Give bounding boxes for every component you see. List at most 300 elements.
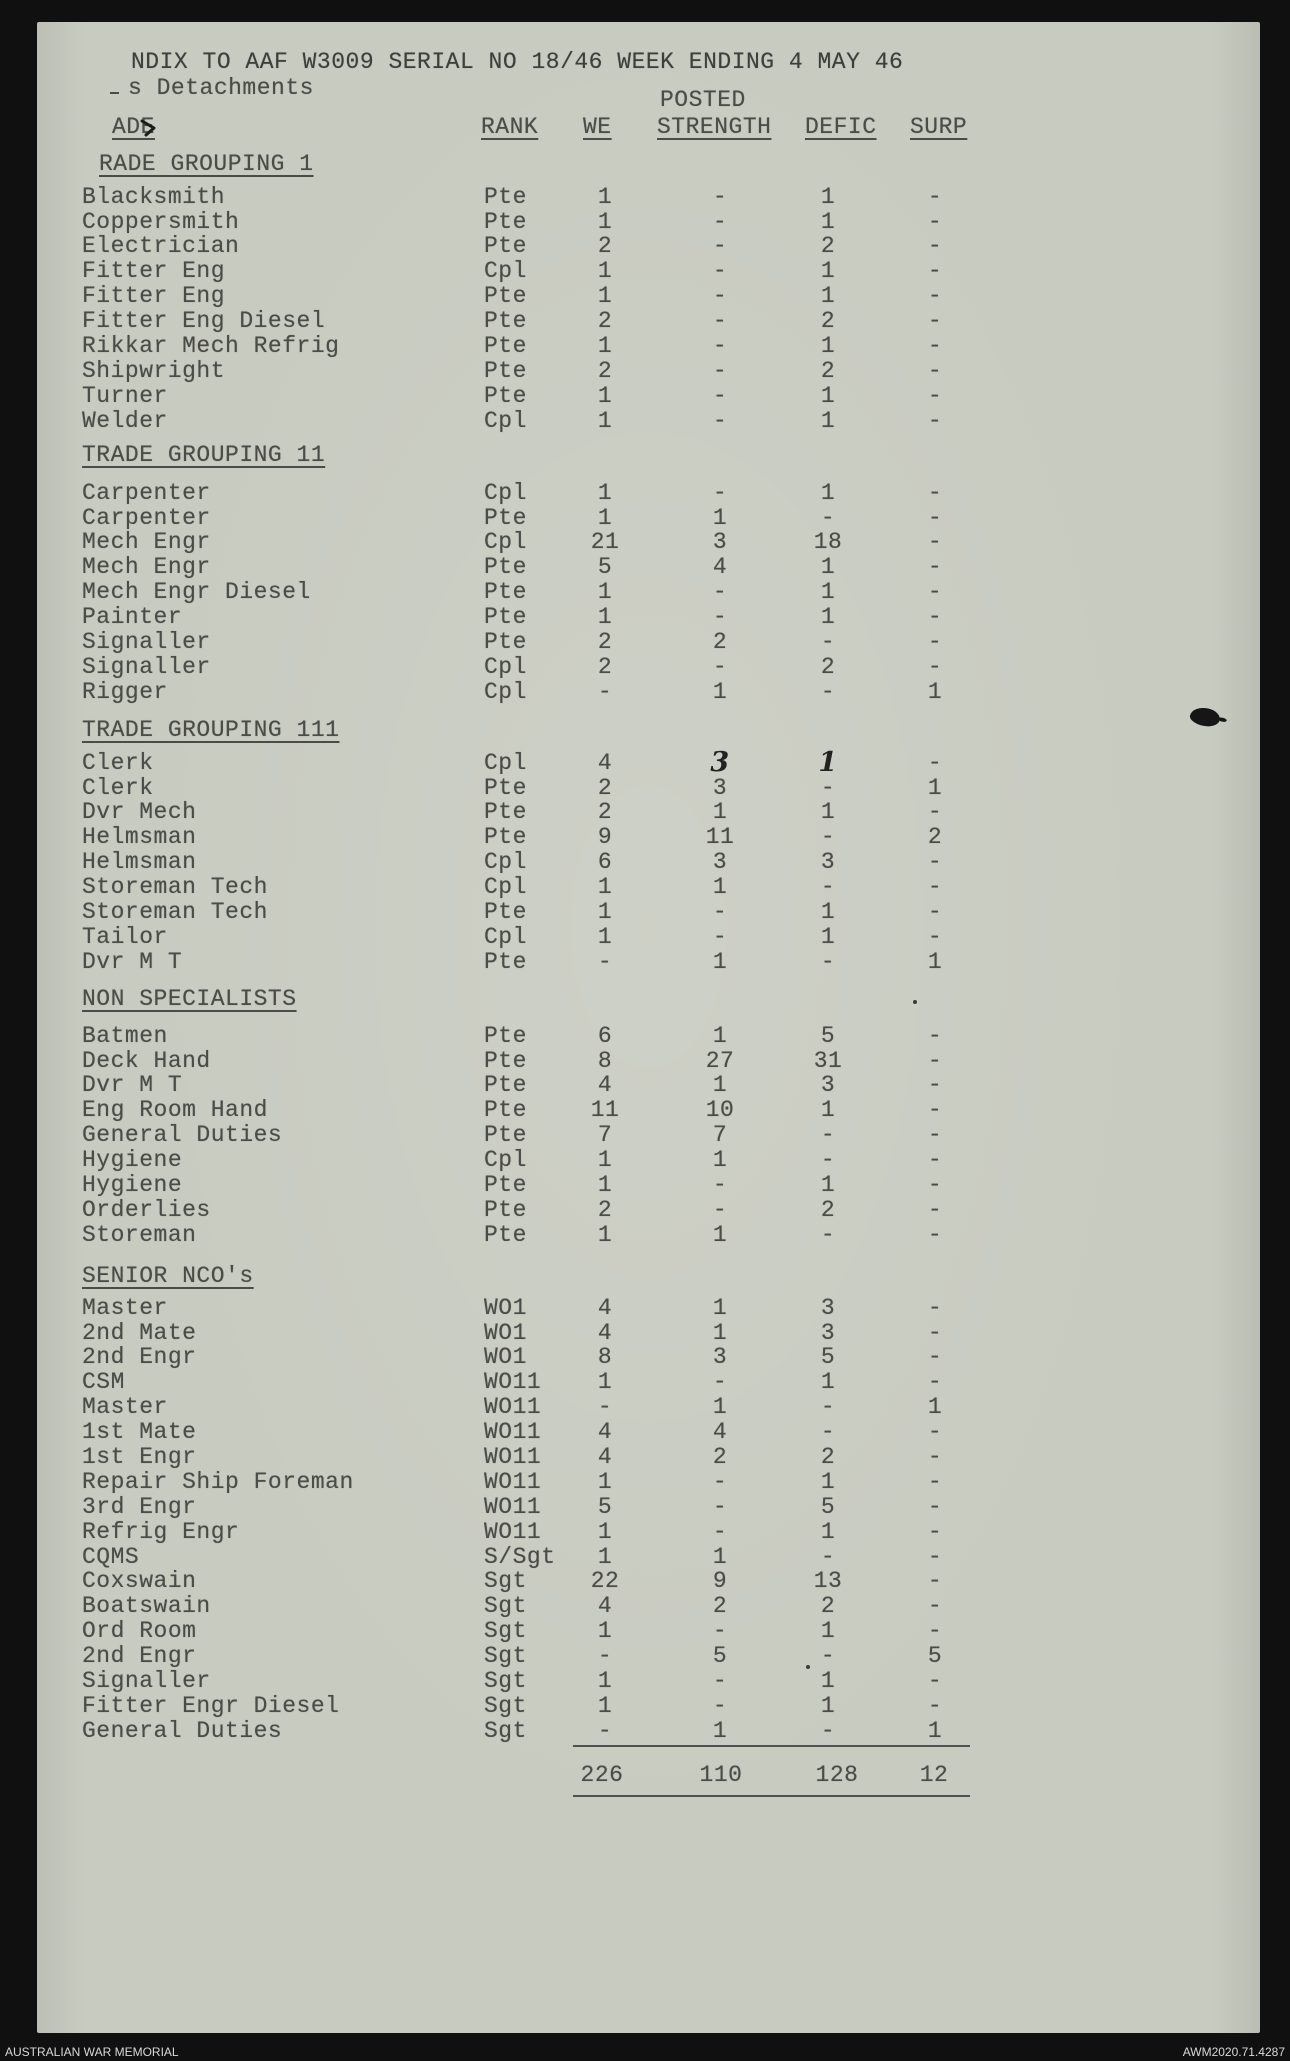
defic-cell: -: [820, 1543, 836, 1570]
section-rows: [0, 1296, 1290, 1744]
we-cell: 1: [597, 479, 613, 506]
rank-cell: Cpl: [484, 849, 527, 876]
column-header-we: WE: [583, 114, 612, 140]
surp-cell: -: [927, 1022, 943, 1049]
section-heading-row: [0, 718, 1290, 743]
defic-cell: -: [820, 1717, 836, 1744]
defic-cell: 3: [820, 1294, 836, 1321]
defic-cell: 2: [820, 653, 836, 680]
defic-cell: -: [820, 824, 836, 851]
posted-strength-cell: -: [712, 1369, 728, 1396]
we-cell: 5: [597, 1493, 613, 1520]
posted-strength-cell: -: [712, 258, 728, 285]
surp-cell: -: [927, 1047, 943, 1074]
rank-cell: WO11: [484, 1493, 542, 1520]
section-3: [0, 987, 1290, 1248]
table-row: [0, 1345, 1290, 1370]
posted-strength-cell: -: [712, 183, 728, 210]
we-cell: 1: [597, 579, 613, 606]
trade-cell: Shipwright: [82, 357, 226, 384]
rank-cell: Sgt: [484, 1593, 527, 1620]
surp-cell: -: [927, 1097, 943, 1124]
we-cell: 5: [597, 554, 613, 581]
table-row: [0, 580, 1290, 605]
we-cell: 2: [597, 1196, 613, 1223]
trade-cell: 1st Mate: [82, 1419, 197, 1446]
table-row: [0, 1123, 1290, 1148]
section-heading: SENIOR NCO's: [82, 1262, 254, 1289]
table-row: [0, 1024, 1290, 1049]
trade-cell: General Duties: [82, 1717, 283, 1744]
trade-cell: Electrician: [82, 233, 240, 260]
trade-cell: Fitter Eng Diesel: [82, 308, 326, 335]
surp-cell: -: [927, 554, 943, 581]
trade-cell: Dvr Mech: [82, 799, 197, 826]
posted-strength-cell: -: [712, 407, 728, 434]
defic-cell: -: [820, 1419, 836, 1446]
defic-cell: 1: [820, 1518, 836, 1545]
surp-cell: -: [927, 183, 943, 210]
section-rows: [0, 1024, 1290, 1248]
table-row: [0, 605, 1290, 630]
table-row: [0, 384, 1290, 409]
defic-cell: 1: [820, 799, 836, 826]
table-row: [0, 655, 1290, 680]
surp-cell: -: [927, 899, 943, 926]
table-row: [0, 1223, 1290, 1248]
rank-cell: Pte: [484, 604, 527, 631]
table-row: [0, 334, 1290, 359]
table-row: [0, 1470, 1290, 1495]
we-cell: 4: [597, 1419, 613, 1446]
defic-cell: 5: [820, 1022, 836, 1049]
we-cell: 1: [597, 1692, 613, 1719]
we-cell: 1: [597, 183, 613, 210]
we-cell: 1: [597, 1668, 613, 1695]
table-row: [0, 506, 1290, 531]
rank-cell: WO1: [484, 1294, 527, 1321]
table-row: [0, 1296, 1290, 1321]
defic-cell: 1: [820, 183, 836, 210]
column-header-strength: STRENGTH: [657, 114, 772, 140]
posted-strength-cell: -: [712, 382, 728, 409]
rank-cell: WO11: [484, 1444, 542, 1471]
totals-rule-bottom: [573, 1795, 970, 1797]
table-row: [0, 1148, 1290, 1173]
rank-cell: Pte: [484, 208, 527, 235]
surp-cell: -: [927, 333, 943, 360]
table-row: [0, 680, 1290, 705]
defic-cell: 18: [813, 529, 843, 556]
rank-cell: Pte: [484, 824, 527, 851]
defic-cell: 1: [820, 283, 836, 310]
surp-cell: 2: [927, 824, 943, 851]
table-row: [0, 776, 1290, 801]
surp-cell: -: [927, 1344, 943, 1371]
rank-cell: Cpl: [484, 678, 527, 705]
trade-cell: Hygiene: [82, 1147, 183, 1174]
table-row: [0, 746, 1290, 778]
column-header-posted: POSTED: [660, 87, 746, 113]
trade-cell: Mech Engr: [82, 554, 211, 581]
section-0: [0, 152, 1290, 434]
posted-strength-cell: -: [712, 579, 728, 606]
posted-strength-cell: -: [712, 1692, 728, 1719]
we-cell: 1: [597, 283, 613, 310]
section-heading-row: [0, 152, 1290, 177]
posted-strength-cell: 2: [712, 1444, 728, 1471]
we-cell: 22: [590, 1568, 620, 1595]
surp-cell: 1: [927, 948, 943, 975]
table-row: [0, 1719, 1290, 1744]
posted-strength-cell: 1: [712, 799, 728, 826]
posted-strength-cell: 27: [705, 1047, 735, 1074]
surp-cell: -: [927, 529, 943, 556]
rank-cell: Pte: [484, 799, 527, 826]
defic-cell: 1: [820, 258, 836, 285]
rank-cell: Pte: [484, 333, 527, 360]
trade-cell: Rigger: [82, 678, 168, 705]
column-header-appt: ADE: [112, 114, 155, 140]
table-row: [0, 1049, 1290, 1074]
ink-speck: [913, 1000, 917, 1004]
table-row: [0, 1098, 1290, 1123]
rank-cell: Pte: [484, 579, 527, 606]
posted-strength-cell: -: [712, 1618, 728, 1645]
pen-mark-icon: [140, 118, 166, 138]
defic-cell: 1: [820, 923, 836, 950]
section-heading-row: [0, 1264, 1290, 1289]
ink-speck: [806, 1665, 810, 1669]
total-we: 226: [580, 1761, 624, 1788]
table-row: [0, 630, 1290, 655]
defic-cell: 3: [820, 1072, 836, 1099]
trade-cell: Master: [82, 1394, 168, 1421]
we-cell: 1: [597, 333, 613, 360]
defic-cell: 1: [820, 1468, 836, 1495]
trade-cell: General Duties: [82, 1122, 283, 1149]
posted-strength-cell: 4: [712, 1419, 728, 1446]
rank-cell: Sgt: [484, 1668, 527, 1695]
rank-cell: Cpl: [484, 258, 527, 285]
we-cell: 2: [597, 233, 613, 260]
table-row: [0, 1370, 1290, 1395]
table-row: [0, 210, 1290, 235]
posted-strength-cell: -: [712, 1172, 728, 1199]
posted-strength-cell: 11: [705, 824, 735, 851]
table-row: [0, 1073, 1290, 1098]
we-cell: 1: [597, 1221, 613, 1248]
defic-cell: -: [820, 1147, 836, 1174]
surp-cell: -: [927, 1419, 943, 1446]
defic-cell: -: [820, 1394, 836, 1421]
rank-cell: Pte: [484, 629, 527, 656]
surp-cell: -: [927, 604, 943, 631]
rank-cell: Cpl: [484, 1147, 527, 1174]
surp-cell: -: [927, 653, 943, 680]
posted-strength-cell: -: [712, 1668, 728, 1695]
surp-cell: 1: [927, 774, 943, 801]
we-cell: 1: [597, 1618, 613, 1645]
defic-cell: 1: [820, 554, 836, 581]
trade-cell: Blacksmith: [82, 183, 226, 210]
posted-strength-cell: 3: [710, 746, 730, 778]
surp-cell: -: [927, 874, 943, 901]
posted-strength-cell: 1: [712, 678, 728, 705]
trade-cell: Coppersmith: [82, 208, 240, 235]
rank-cell: Cpl: [484, 923, 527, 950]
we-cell: 1: [597, 1468, 613, 1495]
posted-strength-cell: 1: [712, 1294, 728, 1321]
we-cell: 2: [597, 357, 613, 384]
defic-cell: 1: [820, 479, 836, 506]
defic-cell: 3: [820, 849, 836, 876]
posted-strength-cell: -: [712, 604, 728, 631]
rank-cell: Pte: [484, 1022, 527, 1049]
we-cell: 1: [597, 208, 613, 235]
we-cell: 1: [597, 258, 613, 285]
surp-cell: -: [927, 407, 943, 434]
defic-cell: 1: [820, 208, 836, 235]
trade-cell: Carpenter: [82, 479, 211, 506]
trade-cell: Storeman Tech: [82, 874, 268, 901]
we-cell: 4: [597, 1319, 613, 1346]
total-surp: 12: [919, 1761, 949, 1788]
trade-cell: Signaller: [82, 629, 211, 656]
rank-cell: Pte: [484, 1047, 527, 1074]
posted-strength-cell: -: [712, 357, 728, 384]
we-cell: 4: [597, 1444, 613, 1471]
surp-cell: -: [927, 923, 943, 950]
posted-strength-cell: -: [712, 1518, 728, 1545]
table-row: [0, 185, 1290, 210]
table-row: [0, 234, 1290, 259]
defic-cell: -: [820, 948, 836, 975]
defic-cell: -: [820, 678, 836, 705]
surp-cell: -: [927, 1668, 943, 1695]
we-cell: 11: [590, 1097, 620, 1124]
table-row: [0, 259, 1290, 284]
total-defic: 128: [815, 1761, 859, 1788]
posted-strength-cell: 1: [712, 948, 728, 975]
trade-cell: CSM: [82, 1369, 125, 1396]
posted-strength-cell: -: [712, 479, 728, 506]
surp-cell: -: [927, 1468, 943, 1495]
table-row: [0, 1569, 1290, 1594]
posted-strength-cell: -: [712, 283, 728, 310]
trade-cell: Fitter Eng: [82, 258, 226, 285]
table-row: [0, 925, 1290, 950]
rank-cell: Pte: [484, 1196, 527, 1223]
trade-cell: Tailor: [82, 923, 168, 950]
posted-strength-cell: 9: [712, 1568, 728, 1595]
section-2: [0, 718, 1290, 975]
table-row: [0, 1545, 1290, 1570]
posted-strength-cell: -: [712, 899, 728, 926]
rank-cell: Cpl: [484, 874, 527, 901]
posted-strength-cell: -: [712, 333, 728, 360]
surp-cell: -: [927, 1543, 943, 1570]
posted-strength-cell: 1: [712, 1022, 728, 1049]
rank-cell: Pte: [484, 774, 527, 801]
defic-cell: 3: [820, 1319, 836, 1346]
table-row: [0, 1594, 1290, 1619]
trade-cell: Signaller: [82, 1668, 211, 1695]
surp-cell: -: [927, 1518, 943, 1545]
table-row: [0, 1420, 1290, 1445]
table-row: [0, 1619, 1290, 1644]
we-cell: -: [597, 1717, 613, 1744]
rank-cell: Cpl: [484, 653, 527, 680]
posted-strength-cell: 3: [712, 529, 728, 556]
we-cell: 4: [597, 749, 613, 776]
posted-strength-cell: -: [712, 653, 728, 680]
trade-cell: Mech Engr: [82, 529, 211, 556]
posted-strength-cell: 1: [712, 1717, 728, 1744]
trade-cell: 1st Engr: [82, 1444, 197, 1471]
section-heading: TRADE GROUPING 11: [82, 441, 326, 468]
we-cell: -: [597, 1394, 613, 1421]
trade-cell: 3rd Engr: [82, 1493, 197, 1520]
we-cell: 1: [597, 604, 613, 631]
rank-cell: Sgt: [484, 1643, 527, 1670]
rank-cell: Pte: [484, 1122, 527, 1149]
table-row: [0, 284, 1290, 309]
table-row: [0, 1495, 1290, 1520]
rank-cell: WO1: [484, 1319, 527, 1346]
trade-cell: Batmen: [82, 1022, 168, 1049]
rank-cell: WO11: [484, 1394, 542, 1421]
posted-strength-cell: 1: [712, 1319, 728, 1346]
surp-cell: -: [927, 382, 943, 409]
table-row: [0, 409, 1290, 434]
defic-cell: 5: [820, 1493, 836, 1520]
posted-strength-cell: -: [712, 233, 728, 260]
rank-cell: Pte: [484, 1072, 527, 1099]
defic-cell: 2: [820, 1196, 836, 1223]
posted-strength-cell: 5: [712, 1643, 728, 1670]
we-cell: 4: [597, 1593, 613, 1620]
rank-cell: Cpl: [484, 479, 527, 506]
posted-strength-cell: -: [712, 1468, 728, 1495]
we-cell: -: [597, 1643, 613, 1670]
posted-strength-cell: 1: [712, 1543, 728, 1570]
rank-cell: Sgt: [484, 1618, 527, 1645]
posted-strength-cell: -: [712, 923, 728, 950]
surp-cell: 1: [927, 1394, 943, 1421]
defic-cell: 1: [820, 382, 836, 409]
we-cell: 4: [597, 1072, 613, 1099]
posted-strength-cell: 1: [712, 1221, 728, 1248]
trade-cell: Storeman Tech: [82, 899, 268, 926]
surp-cell: -: [927, 233, 943, 260]
trade-cell: Signaller: [82, 653, 211, 680]
trade-cell: Repair Ship Foreman: [82, 1468, 354, 1495]
surp-cell: -: [927, 1319, 943, 1346]
table-row: [0, 555, 1290, 580]
rank-cell: WO1: [484, 1344, 527, 1371]
trade-cell: Welder: [82, 407, 168, 434]
rank-cell: Pte: [484, 233, 527, 260]
table-row: [0, 1198, 1290, 1223]
trade-cell: Painter: [82, 604, 183, 631]
trade-cell: Deck Hand: [82, 1047, 211, 1074]
surp-cell: -: [927, 629, 943, 656]
surp-cell: 5: [927, 1643, 943, 1670]
trade-cell: 2nd Engr: [82, 1643, 197, 1670]
rank-cell: Pte: [484, 283, 527, 310]
table-row: [0, 825, 1290, 850]
surp-cell: -: [927, 1072, 943, 1099]
defic-cell: 2: [820, 308, 836, 335]
section-rows: [0, 185, 1290, 434]
trade-cell: Eng Room Hand: [82, 1097, 268, 1124]
posted-strength-cell: -: [712, 208, 728, 235]
we-cell: 1: [597, 923, 613, 950]
section-1: [0, 443, 1290, 705]
surp-cell: 1: [927, 1717, 943, 1744]
surp-cell: -: [927, 1122, 943, 1149]
we-cell: 21: [590, 529, 620, 556]
we-cell: 6: [597, 1022, 613, 1049]
trade-cell: Turner: [82, 382, 168, 409]
trade-cell: Clerk: [82, 774, 154, 801]
surp-cell: -: [927, 308, 943, 335]
defic-cell: 1: [820, 1369, 836, 1396]
rank-cell: Pte: [484, 1221, 527, 1248]
trade-cell: Ord Room: [82, 1618, 197, 1645]
trade-cell: Helmsman: [82, 824, 197, 851]
rank-cell: Sgt: [484, 1692, 527, 1719]
document-header: NDIX TO AAF W3009 SERIAL NO 18/46 WEEK ENDING 4 MAY 46: [131, 49, 904, 75]
defic-cell: 2: [820, 1593, 836, 1620]
trade-cell: Fitter Engr Diesel: [82, 1692, 340, 1719]
we-cell: 8: [597, 1344, 613, 1371]
posted-strength-cell: 1: [712, 1147, 728, 1174]
rank-cell: WO11: [484, 1419, 542, 1446]
surp-cell: -: [927, 1294, 943, 1321]
surp-cell: -: [927, 1493, 943, 1520]
table-row: [0, 1445, 1290, 1470]
surp-cell: -: [927, 749, 943, 776]
defic-cell: 13: [813, 1568, 843, 1595]
defic-cell: 1: [820, 1618, 836, 1645]
posted-strength-cell: -: [712, 1493, 728, 1520]
posted-strength-cell: 1: [712, 504, 728, 531]
table-row: [0, 875, 1290, 900]
column-header-defic: DEFIC: [805, 114, 877, 140]
table-row: [0, 530, 1290, 555]
posted-strength-cell: 2: [712, 1593, 728, 1620]
surp-cell: -: [927, 1692, 943, 1719]
we-cell: 1: [597, 874, 613, 901]
totals-row: [0, 1763, 1290, 1788]
posted-strength-cell: 1: [712, 1072, 728, 1099]
defic-cell: -: [820, 874, 836, 901]
defic-cell: 2: [820, 233, 836, 260]
we-cell: 4: [597, 1294, 613, 1321]
rank-cell: Pte: [484, 504, 527, 531]
defic-cell: -: [820, 1643, 836, 1670]
surp-cell: -: [927, 1221, 943, 1248]
posted-strength-cell: 4: [712, 554, 728, 581]
column-header-surp: SURP: [910, 114, 968, 140]
trade-cell: Helmsman: [82, 849, 197, 876]
defic-cell: 1: [820, 899, 836, 926]
trade-cell: Hygiene: [82, 1172, 183, 1199]
we-cell: 1: [597, 899, 613, 926]
surp-cell: -: [927, 1568, 943, 1595]
